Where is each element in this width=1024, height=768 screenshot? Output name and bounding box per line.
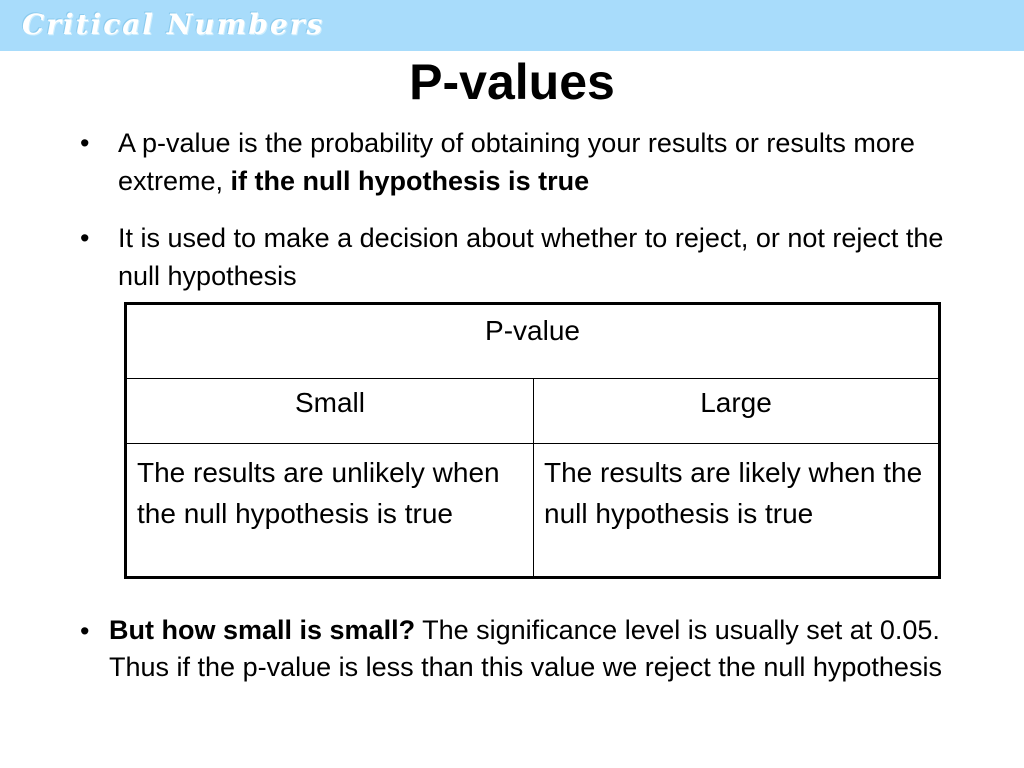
bullet-plain-text: A p-value is the probability of obtaining your results or results more extreme, [118, 128, 915, 196]
table-header-cell: P-value [126, 304, 940, 379]
bullet-plain-text: The significance level is usually set at 0.05. Thus if the p-value is less than this value we reject the null hypothesis [109, 615, 942, 682]
table-cell-large: The results are likely when the null hypothesis is true [534, 444, 940, 578]
bullet-dot: • [80, 128, 90, 158]
table-row [126, 444, 940, 578]
table-column-large: Large [534, 379, 940, 444]
banner-title: Critical Numbers [22, 8, 325, 41]
bullet-item-1 [80, 124, 980, 204]
bullet-bold-text: if the null hypothesis is true [230, 166, 590, 196]
bullet-item-3 [80, 612, 1000, 727]
bullet-item-2 [80, 219, 980, 299]
bullet-text: It is used to make a decision about whether to reject, or not reject the null hypothesis [118, 223, 944, 291]
table-column-small: Small [126, 379, 534, 444]
bullet-dot: • [80, 223, 90, 253]
bullet-dot: • [80, 616, 90, 646]
table-header-row [126, 304, 940, 379]
slide-title: P-values [409, 54, 615, 110]
table-cell-small: The results are unlikely when the null hypothesis is true [126, 444, 534, 578]
table-subheader-row [126, 379, 940, 444]
bullet-bold-text: But how small is small? [109, 615, 416, 645]
bullet-text [109, 612, 989, 686]
bullet-text [118, 124, 918, 200]
header-banner [0, 0, 1024, 51]
p-value-table [124, 302, 941, 579]
